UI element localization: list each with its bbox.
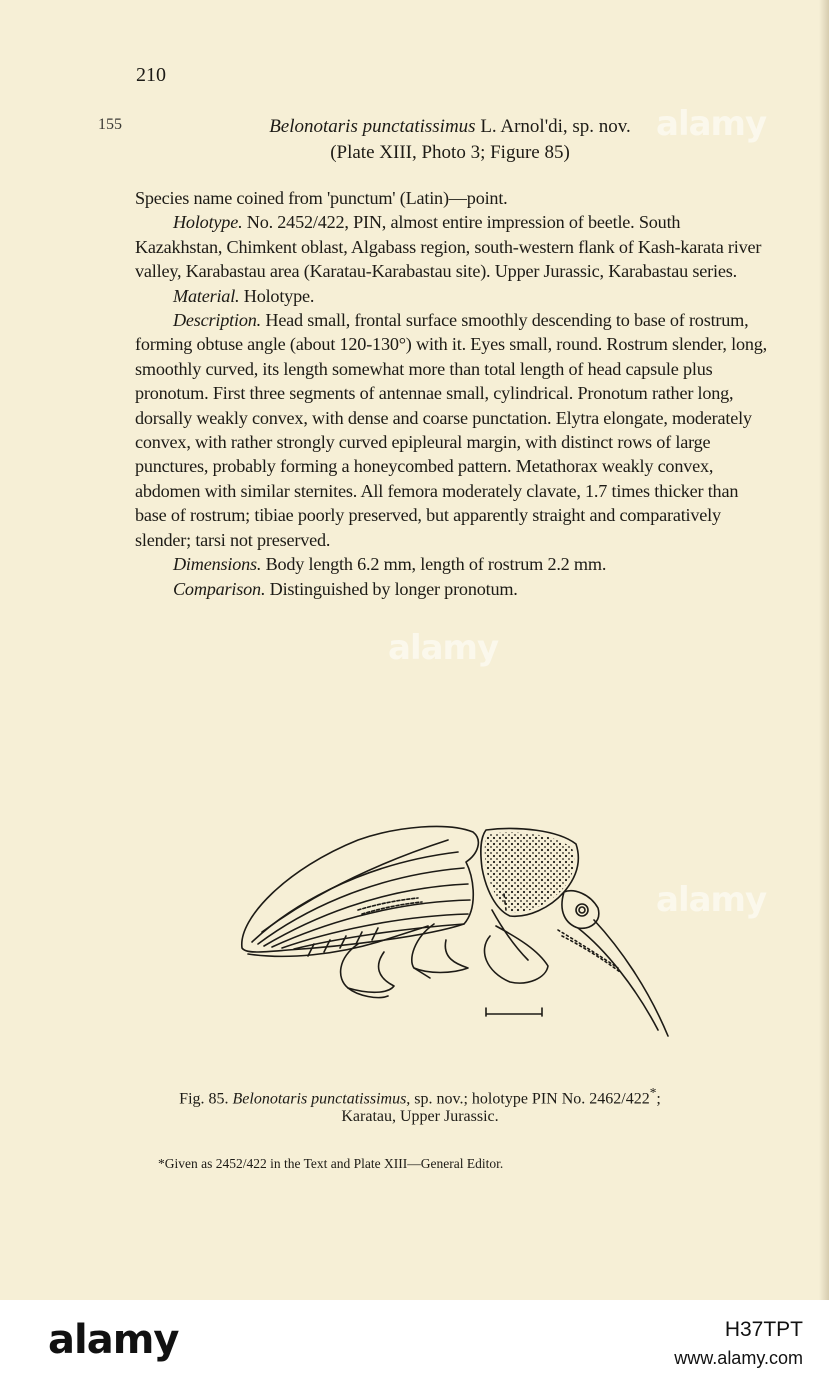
caption-text: , sp. nov.; holotype PIN No. 2462/422 [406,1090,650,1108]
comparison-paragraph [135,577,769,601]
caption-end: ; [656,1090,661,1108]
page-edge-shadow [819,0,829,1300]
material-paragraph [135,284,769,308]
material-text: Holotype. [239,285,315,306]
fore-leg [484,926,548,983]
dimensions-label: Dimensions. [173,554,262,575]
margin-number: 155 [98,116,122,133]
etymology-paragraph: Species name coined from 'punctum' (Latin)—point. [135,188,508,208]
species-heading [200,114,700,140]
description-text: Head small, frontal surface smoothly descending to base of rostrum, forming obtuse angle (about 120-130°) with it. Eyes small, round. Rostrum slender, long, smoothly curved, its length somewhat more than total length of head capsule plus pronotum. First three segments of antennae small, cylindrical. Pronotum rather long, dorsally weakly convex, with dense and coarse punctation. Elytra elongate, moderately convex, with rather strongly curved epipleural margin, with distinct rows of large punctures, probably forming a honeycombed pattern. Metathorax weakly convex, abdomen with similar sternites. All femora moderately clavate, 1.7 times thicker than base of rostrum; tibiae poorly preserved, but apparently straight and comparatively slender; tarsi not preserved. [135,310,767,550]
scale-bar [486,1008,542,1016]
figure-label: Fig. 85. [179,1090,233,1108]
image-id: H37TPT [724,1318,803,1341]
watermark-logo: alamy [656,104,767,144]
comparison-label: Comparison. [173,578,266,599]
description-label: Description. [173,310,262,331]
editor-footnote: *Given as 2452/422 in the Text and Plate XIII—General Editor. [158,1156,504,1171]
caption-species-italic: Belonotaris punctatissimus [232,1090,407,1108]
elytra-outline [242,826,479,952]
species-author: L. Arnol'di, sp. nov. [475,116,631,137]
watermark-logo: alamy [656,880,767,920]
species-description-body [135,186,769,601]
comparison-text: Distinguished by longer pronotum. [265,578,518,599]
species-name-italic: Belonotaris punctatissimus [269,116,476,137]
hind-leg [341,944,394,992]
page-number: 210 [136,64,166,86]
rostrum [578,920,668,1036]
eye [576,904,588,916]
head-outline [562,891,599,929]
holotype-paragraph [135,210,769,283]
material-label: Material. [173,285,240,306]
watermark-logo: alamy [388,628,499,668]
dimensions-paragraph [135,552,769,576]
alamy-url[interactable]: www.alamy.com [674,1348,803,1368]
beetle-fossil-drawing [228,818,678,1048]
footnote-marker: * [649,1085,657,1100]
dimensions-text: Body length 6.2 mm, length of rostrum 2.2 mm. [261,554,607,575]
holotype-text: No. 2452/422, PIN, almost entire impression of beetle. South Kazakhstan, Chimkent oblast, Algabass region, south-western flank of Kash-karata river valley, Karabastau area (Karatau-Karabastau site). Upper Jurassic, Karabastau series. [135,212,762,282]
alamy-logo[interactable]: alamy [48,1317,179,1363]
holotype-label: Holotype. [173,212,243,233]
plate-reference: (Plate XIII, Photo 3; Figure 85) [330,142,570,163]
description-paragraph [135,308,769,552]
figure-caption-locality: Karatau, Upper Jurassic. [341,1108,499,1125]
